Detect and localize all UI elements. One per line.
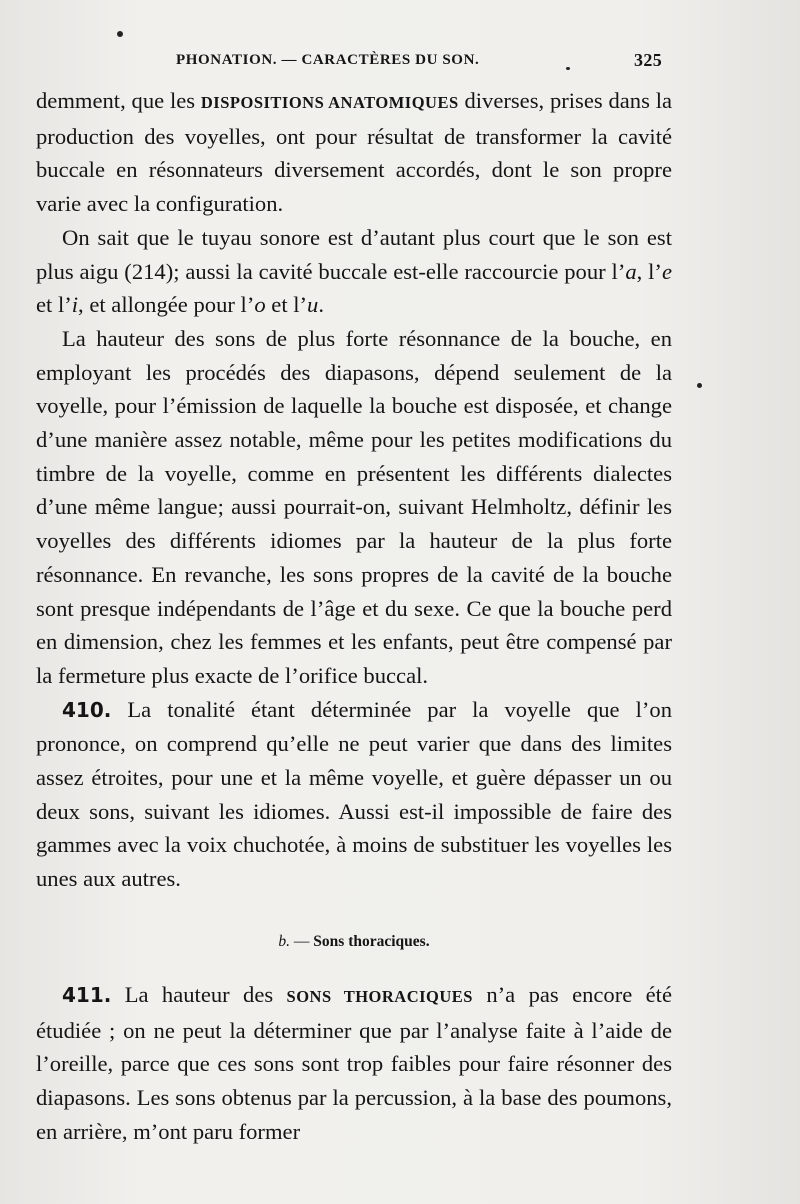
text-run: La tonalité étant déterminée par la voyelle que l’on prononce, on comprend qu’elle ne peut varier que dans des limites assez étroites, pour une et la même voyelle, et guère dépasser un ou deux sons, suivant les idiomes. Aussi est-il impossible de faire des gammes avec la voix chuchotée, à moins de substituer les voyelles les unes aux autres. bbox=[36, 696, 672, 892]
text-run: , et allongée pour l’ bbox=[78, 292, 255, 318]
section-number: 411. bbox=[62, 982, 112, 1007]
subheading-dash: — bbox=[293, 932, 310, 950]
paragraph-section-411 bbox=[36, 978, 672, 1149]
small-caps-term: DISPOSITIONS ANATOMIQUES bbox=[200, 93, 459, 112]
small-caps-term: SONS THORACIQUES bbox=[286, 986, 473, 1006]
paragraph bbox=[36, 221, 672, 322]
italic-letter: e bbox=[661, 258, 672, 284]
subheading bbox=[36, 930, 672, 954]
section-number: 410. bbox=[62, 697, 112, 722]
subheading-title: Sons thoraciques. bbox=[313, 932, 430, 950]
running-head bbox=[36, 46, 672, 74]
italic-letter: u bbox=[307, 292, 319, 318]
text-run: La hauteur des sons de plus forte résonnance de la bouche, en employant les procédés des diapasons, dépend seulement de la voyelle, pour l’émission de laquelle la bouche est disposée, et change d’une manière assez notable, même pour les petites modifications du timbre de la voyelle, comme en présentent les différents dialectes d’une même langue; aussi pourrait-on, suivant Helmholtz, définir les voyelles des différents idiomes par la hauteur de la plus forte résonnance. En revanche, les sons propres de la cavité de la bouche sont presque indépendants de l’âge et du sexe. Ce que la bouche perd en dimension, chez les femmes et les enfants, peut être compensé par la fermeture plus exacte de l’orifice buccal. bbox=[36, 325, 672, 688]
text-run: et l’ bbox=[265, 292, 308, 318]
running-title: PHONATION. — CARACTÈRES DU SON. bbox=[176, 52, 480, 68]
text-run: n’a pas encore été étudiée ; on ne peut la déterminer que par l’analyse faite à l’aide de l’oreille, parce que ces sons sont trop faibles pour faire résonner des diapasons. Les sons obtenus par la percussion, à la base des poumons, en arrière, m’ont paru former bbox=[36, 981, 672, 1144]
paragraph-section-410 bbox=[36, 693, 672, 896]
ink-speck bbox=[566, 67, 570, 70]
text-run: On sait que le tuyau sonore est d’autant plus court que le son est plus aigu (214); aussi la cavité buccale est-elle raccourcie pour l’ bbox=[36, 224, 672, 284]
page-number: 325 bbox=[634, 50, 663, 70]
paragraph bbox=[36, 322, 672, 693]
text-run: La hauteur des bbox=[111, 981, 287, 1007]
italic-letter: i bbox=[71, 292, 79, 318]
body-text bbox=[36, 84, 672, 1148]
text-run: diverses, prises dans la production des voyelles, ont pour résultat de transformer la cavité buccale en résonnateurs diversement accordés, dont le son propre varie avec la configuration. bbox=[36, 88, 672, 217]
subheading-label: b. bbox=[278, 932, 291, 950]
text-run: demment, que les bbox=[36, 88, 201, 113]
text-run: et l’ bbox=[36, 292, 72, 318]
text-run: , l’ bbox=[636, 258, 662, 284]
ink-speck bbox=[117, 31, 123, 37]
text-run: . bbox=[318, 292, 324, 318]
italic-letter: a bbox=[625, 258, 637, 284]
italic-letter: o bbox=[254, 292, 266, 318]
paragraph-continued bbox=[36, 84, 672, 221]
ink-speck bbox=[697, 383, 702, 388]
